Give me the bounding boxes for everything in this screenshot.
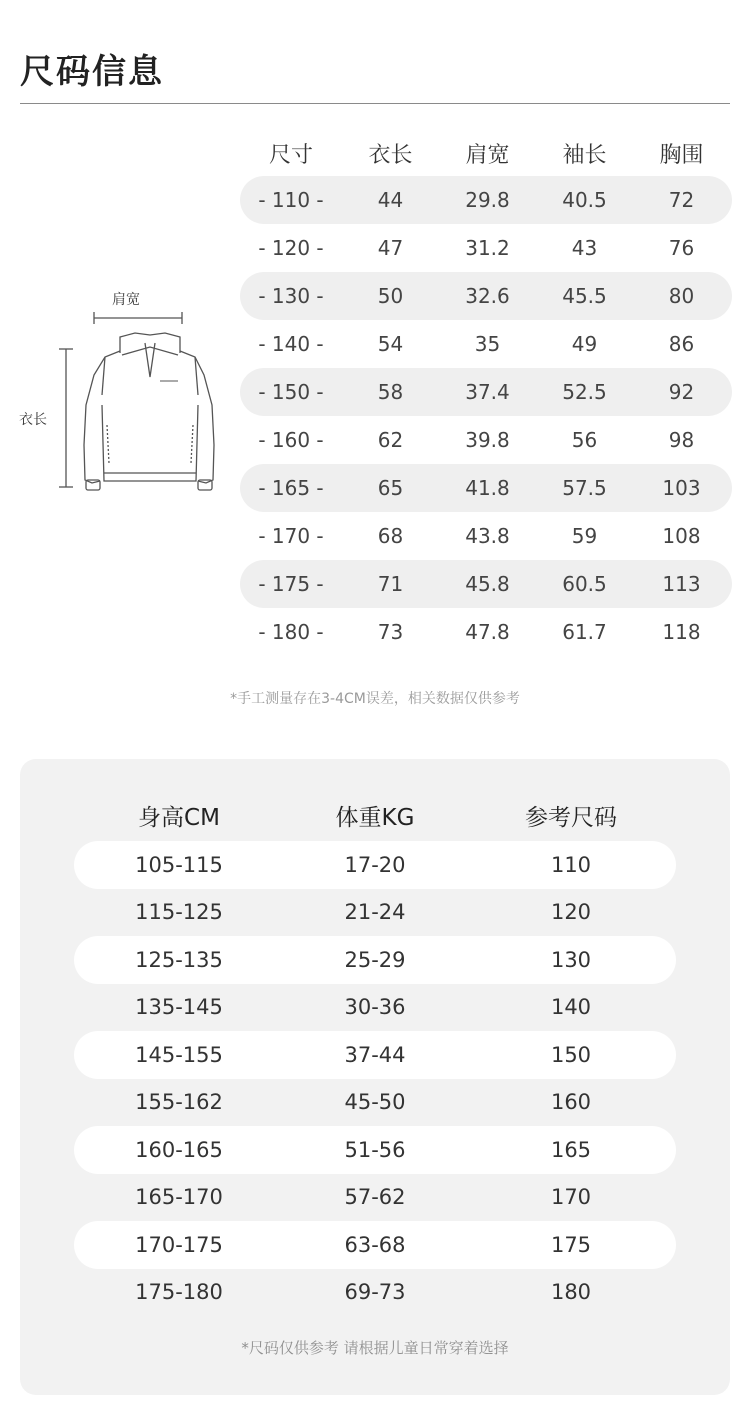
table-row	[240, 320, 732, 368]
header-size: 尺寸	[268, 142, 313, 168]
weight-cell: 17-20	[344, 852, 406, 877]
size-cell: - 165 -	[258, 476, 324, 500]
height-cell: 115-125	[135, 900, 223, 925]
size-cell: - 175 -	[258, 572, 324, 596]
ref-size-cell: 130	[550, 947, 592, 972]
height-cell: 135-145	[135, 995, 223, 1020]
shoulder-cell: 41.8	[465, 476, 510, 500]
reference-note: *尺码仅供参考 请根据儿童日常穿着选择	[241, 1339, 509, 1357]
size-cell: - 120 -	[258, 236, 324, 260]
table-row	[240, 272, 732, 320]
length-cell: 73	[377, 620, 404, 644]
ref-size-cell: 160	[550, 1090, 592, 1115]
header-ref-size: 参考尺码	[525, 804, 617, 831]
reference-table-header	[74, 789, 676, 841]
garment-diagram	[10, 285, 220, 500]
size-cell: - 140 -	[258, 332, 324, 356]
chest-cell: 108	[662, 524, 701, 548]
header-height: 身高CM	[138, 804, 220, 831]
weight-cell: 25-29	[344, 947, 406, 972]
size-cell: - 180 -	[258, 620, 324, 644]
weight-cell: 63-68	[344, 1232, 406, 1257]
chest-cell: 92	[668, 380, 695, 404]
shoulder-cell: 32.6	[465, 284, 510, 308]
size-cell: - 150 -	[258, 380, 324, 404]
shoulder-width-label: 肩宽	[112, 292, 140, 308]
length-cell: 50	[377, 284, 404, 308]
shoulder-cell: 37.4	[465, 380, 510, 404]
size-table-header	[240, 130, 732, 176]
shoulder-cell: 29.8	[465, 188, 510, 212]
sleeve-cell: 43	[571, 236, 598, 260]
page-title: 尺码信息	[20, 52, 164, 92]
length-cell: 68	[377, 524, 404, 548]
table-row	[74, 936, 676, 984]
sleeve-cell: 57.5	[562, 476, 607, 500]
header-shoulder: 肩宽	[465, 142, 510, 168]
length-cell: 47	[377, 236, 404, 260]
shoulder-cell: 47.8	[465, 620, 510, 644]
size-reference-table	[74, 789, 676, 1316]
sleeve-cell: 40.5	[562, 188, 607, 212]
weight-cell: 69-73	[344, 1280, 406, 1305]
chest-cell: 76	[668, 236, 695, 260]
table-row	[74, 889, 676, 937]
sleeve-cell: 45.5	[562, 284, 607, 308]
ref-size-cell: 120	[550, 900, 592, 925]
table-row	[74, 1269, 676, 1317]
size-cell: - 170 -	[258, 524, 324, 548]
length-cell: 71	[377, 572, 404, 596]
table-row	[240, 176, 732, 224]
garment-length-label: 衣长	[19, 412, 47, 428]
size-measurement-table	[240, 130, 732, 656]
sleeve-cell: 52.5	[562, 380, 607, 404]
sleeve-cell: 59	[571, 524, 598, 548]
table-row	[74, 984, 676, 1032]
table-row	[240, 368, 732, 416]
weight-cell: 30-36	[344, 995, 406, 1020]
length-cell: 58	[377, 380, 404, 404]
height-cell: 175-180	[135, 1280, 223, 1305]
header-chest: 胸围	[659, 142, 704, 168]
height-cell: 160-165	[135, 1137, 223, 1162]
shoulder-cell: 45.8	[465, 572, 510, 596]
table-row	[240, 608, 732, 656]
sleeve-cell: 61.7	[562, 620, 607, 644]
height-cell: 165-170	[135, 1185, 223, 1210]
chest-cell: 118	[662, 620, 701, 644]
height-cell: 125-135	[135, 947, 223, 972]
table-row	[74, 1221, 676, 1269]
weight-cell: 37-44	[344, 1042, 406, 1067]
chest-cell: 113	[662, 572, 701, 596]
weight-cell: 45-50	[344, 1090, 406, 1115]
chest-cell: 80	[668, 284, 695, 308]
ref-size-cell: 165	[550, 1137, 592, 1162]
ref-size-cell: 140	[550, 995, 592, 1020]
weight-cell: 51-56	[344, 1137, 406, 1162]
table-row	[74, 1174, 676, 1222]
title-divider	[20, 103, 730, 104]
sleeve-cell: 56	[571, 428, 598, 452]
shoulder-cell: 39.8	[465, 428, 510, 452]
sleeve-cell: 49	[571, 332, 598, 356]
length-cell: 54	[377, 332, 404, 356]
table-row	[74, 841, 676, 889]
height-cell: 145-155	[135, 1042, 223, 1067]
table-row	[240, 416, 732, 464]
ref-size-cell: 180	[550, 1280, 592, 1305]
table-row	[240, 464, 732, 512]
chest-cell: 103	[662, 476, 701, 500]
chest-cell: 98	[668, 428, 695, 452]
table-row	[240, 224, 732, 272]
table-row	[74, 1079, 676, 1127]
ref-size-cell: 110	[550, 852, 592, 877]
jacket-outline-icon	[10, 285, 220, 500]
shoulder-cell: 35	[474, 332, 501, 356]
ref-size-cell: 175	[550, 1232, 592, 1257]
shoulder-cell: 31.2	[465, 236, 510, 260]
height-cell: 170-175	[135, 1232, 223, 1257]
table-row	[240, 560, 732, 608]
chest-cell: 72	[668, 188, 695, 212]
table-row	[74, 1031, 676, 1079]
sleeve-cell: 60.5	[562, 572, 607, 596]
size-cell: - 130 -	[258, 284, 324, 308]
length-cell: 44	[377, 188, 404, 212]
table-row	[74, 1126, 676, 1174]
size-cell: - 160 -	[258, 428, 324, 452]
header-sleeve: 袖长	[562, 142, 607, 168]
chest-cell: 86	[668, 332, 695, 356]
ref-size-cell: 150	[550, 1042, 592, 1067]
weight-cell: 57-62	[344, 1185, 406, 1210]
size-reference-panel	[20, 759, 730, 1395]
table-row	[240, 512, 732, 560]
shoulder-cell: 43.8	[465, 524, 510, 548]
height-cell: 105-115	[135, 852, 223, 877]
ref-size-cell: 170	[550, 1185, 592, 1210]
height-cell: 155-162	[135, 1090, 223, 1115]
header-length: 衣长	[368, 142, 413, 168]
length-cell: 62	[377, 428, 404, 452]
length-cell: 65	[377, 476, 404, 500]
measurement-note: *手工测量存在3-4CM误差，相关数据仅供参考	[230, 691, 520, 707]
weight-cell: 21-24	[344, 900, 406, 925]
size-cell: - 110 -	[258, 188, 324, 212]
header-weight: 体重KG	[335, 804, 415, 831]
